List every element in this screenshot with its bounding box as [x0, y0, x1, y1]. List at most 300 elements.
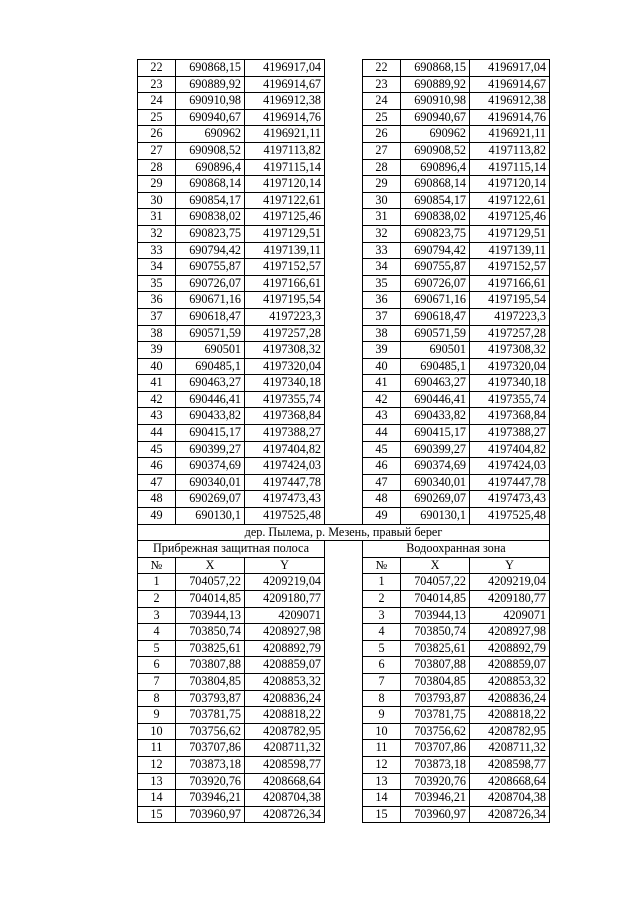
x-coordinate-left: 690463,27: [176, 375, 245, 392]
column-gap: [325, 109, 363, 126]
table-row: [138, 806, 550, 823]
table-row: [138, 142, 550, 159]
point-number-right: 35: [363, 275, 401, 292]
table-body-middle: [138, 524, 550, 574]
y-coordinate-right: 4209180,77: [470, 591, 550, 608]
x-coordinate-left: 703707,86: [176, 740, 245, 757]
y-coordinate-left: 4208711,32: [245, 740, 325, 757]
x-coordinate-right: 690399,27: [401, 441, 470, 458]
table-row: [138, 773, 550, 790]
y-coordinate-left: 4197257,28: [245, 325, 325, 342]
column-gap: [325, 607, 363, 624]
y-coordinate-left: 4197340,18: [245, 375, 325, 392]
right-section-title: Водоохранная зона: [363, 541, 550, 558]
point-number-right: 10: [363, 723, 401, 740]
table-row: [138, 60, 550, 77]
y-coordinate-right: 4197139,11: [470, 242, 550, 259]
point-number-right: 33: [363, 242, 401, 259]
column-gap: [325, 142, 363, 159]
y-coordinate-left: 4197120,14: [245, 176, 325, 193]
point-number-left: 31: [138, 209, 176, 226]
column-gap: [325, 275, 363, 292]
point-number-left: 12: [138, 756, 176, 773]
y-coordinate-right: 4208782,95: [470, 723, 550, 740]
point-number-left: 28: [138, 159, 176, 176]
point-number-right: 8: [363, 690, 401, 707]
point-number-left: 2: [138, 591, 176, 608]
y-coordinate-left: 4208704,38: [245, 790, 325, 807]
y-coordinate-right: 4197120,14: [470, 176, 550, 193]
header-num-right: №: [363, 557, 401, 574]
y-coordinate-right: 4197447,78: [470, 474, 550, 491]
y-coordinate-right: 4197125,46: [470, 209, 550, 226]
point-number-right: 44: [363, 425, 401, 442]
column-gap: [325, 292, 363, 309]
table-row: [138, 76, 550, 93]
x-coordinate-right: 703707,86: [401, 740, 470, 757]
point-number-left: 7: [138, 673, 176, 690]
x-coordinate-left: 703804,85: [176, 673, 245, 690]
table-row: [138, 176, 550, 193]
x-coordinate-left: 690571,59: [176, 325, 245, 342]
point-number-right: 5: [363, 640, 401, 657]
y-coordinate-right: 4208836,24: [470, 690, 550, 707]
x-coordinate-left: 690823,75: [176, 225, 245, 242]
point-number-left: 35: [138, 275, 176, 292]
point-number-left: 41: [138, 375, 176, 392]
table-row: [138, 723, 550, 740]
column-gap: [325, 756, 363, 773]
point-number-right: 46: [363, 458, 401, 475]
point-number-right: 1: [363, 574, 401, 591]
point-number-right: 27: [363, 142, 401, 159]
point-number-right: 37: [363, 308, 401, 325]
point-number-right: 13: [363, 773, 401, 790]
x-coordinate-right: 690501: [401, 342, 470, 359]
point-number-left: 32: [138, 225, 176, 242]
y-coordinate-right: 4197525,48: [470, 508, 550, 525]
y-coordinate-left: 4197125,46: [245, 209, 325, 226]
point-number-left: 25: [138, 109, 176, 126]
y-coordinate-right: 4196914,67: [470, 76, 550, 93]
point-number-right: 25: [363, 109, 401, 126]
table-row: [138, 640, 550, 657]
y-coordinate-left: 4197388,27: [245, 425, 325, 442]
x-coordinate-right: 690868,14: [401, 176, 470, 193]
column-header-row: [138, 557, 550, 574]
table-body-top: [138, 60, 550, 525]
x-coordinate-left: 690896,4: [176, 159, 245, 176]
point-number-right: 41: [363, 375, 401, 392]
point-number-left: 14: [138, 790, 176, 807]
column-gap: [325, 60, 363, 77]
table-row: [138, 109, 550, 126]
x-coordinate-left: 690340,01: [176, 474, 245, 491]
y-coordinate-left: 4197113,82: [245, 142, 325, 159]
point-number-right: 38: [363, 325, 401, 342]
table-row: [138, 790, 550, 807]
location-caption: дер. Пылема, р. Мезень, правый берег: [138, 524, 550, 541]
x-coordinate-right: 690823,75: [401, 225, 470, 242]
x-coordinate-right: 690854,17: [401, 192, 470, 209]
y-coordinate-right: 4208859,07: [470, 657, 550, 674]
column-gap: [325, 773, 363, 790]
header-y-right: Y: [470, 557, 550, 574]
point-number-right: 24: [363, 93, 401, 110]
column-gap: [325, 126, 363, 143]
x-coordinate-left: 690908,52: [176, 142, 245, 159]
x-coordinate-left: 690755,87: [176, 259, 245, 276]
x-coordinate-left: 703946,21: [176, 790, 245, 807]
x-coordinate-left: 690374,69: [176, 458, 245, 475]
x-coordinate-left: 690269,07: [176, 491, 245, 508]
y-coordinate-right: 4197368,84: [470, 408, 550, 425]
table-row: [138, 740, 550, 757]
y-coordinate-left: 4209180,77: [245, 591, 325, 608]
point-number-left: 38: [138, 325, 176, 342]
table-row: [138, 673, 550, 690]
y-coordinate-left: 4196921,11: [245, 126, 325, 143]
table-row: [138, 325, 550, 342]
header-x-right: X: [401, 557, 470, 574]
point-number-left: 1: [138, 574, 176, 591]
point-number-left: 15: [138, 806, 176, 823]
column-gap: [325, 690, 363, 707]
y-coordinate-left: 4196912,38: [245, 93, 325, 110]
y-coordinate-left: 4208782,95: [245, 723, 325, 740]
header-x-left: X: [176, 557, 245, 574]
location-caption-row: [138, 524, 550, 541]
x-coordinate-left: 690868,15: [176, 60, 245, 77]
point-number-right: 47: [363, 474, 401, 491]
y-coordinate-right: 4208668,64: [470, 773, 550, 790]
point-number-left: 13: [138, 773, 176, 790]
point-number-right: 34: [363, 259, 401, 276]
point-number-right: 45: [363, 441, 401, 458]
y-coordinate-right: 4197166,61: [470, 275, 550, 292]
point-number-left: 39: [138, 342, 176, 359]
point-number-right: 36: [363, 292, 401, 309]
y-coordinate-right: 4196921,11: [470, 126, 550, 143]
y-coordinate-left: 4208726,34: [245, 806, 325, 823]
y-coordinate-right: 4197115,14: [470, 159, 550, 176]
point-number-right: 39: [363, 342, 401, 359]
point-number-left: 33: [138, 242, 176, 259]
y-coordinate-right: 4208598,77: [470, 756, 550, 773]
x-coordinate-right: 690726,07: [401, 275, 470, 292]
point-number-right: 48: [363, 491, 401, 508]
column-gap: [325, 707, 363, 724]
x-coordinate-right: 690340,01: [401, 474, 470, 491]
point-number-right: 7: [363, 673, 401, 690]
table-row: [138, 508, 550, 525]
y-coordinate-right: 4197129,51: [470, 225, 550, 242]
x-coordinate-right: 703960,97: [401, 806, 470, 823]
table-row: [138, 441, 550, 458]
y-coordinate-left: 4208598,77: [245, 756, 325, 773]
point-number-right: 9: [363, 707, 401, 724]
x-coordinate-left: 704057,22: [176, 574, 245, 591]
y-coordinate-left: 4197525,48: [245, 508, 325, 525]
y-coordinate-right: 4197257,28: [470, 325, 550, 342]
y-coordinate-left: 4197320,04: [245, 358, 325, 375]
y-coordinate-left: 4197368,84: [245, 408, 325, 425]
point-number-right: 29: [363, 176, 401, 193]
column-gap: [325, 325, 363, 342]
point-number-right: 49: [363, 508, 401, 525]
column-gap: [325, 308, 363, 325]
table-row: [138, 242, 550, 259]
coordinates-table: [137, 59, 550, 823]
point-number-left: 40: [138, 358, 176, 375]
column-gap: [325, 425, 363, 442]
x-coordinate-right: 690571,59: [401, 325, 470, 342]
y-coordinate-left: 4197195,54: [245, 292, 325, 309]
point-number-left: 46: [138, 458, 176, 475]
x-coordinate-right: 703920,76: [401, 773, 470, 790]
point-number-left: 23: [138, 76, 176, 93]
x-coordinate-right: 690940,67: [401, 109, 470, 126]
column-gap: [325, 176, 363, 193]
table-row: [138, 192, 550, 209]
y-coordinate-right: 4197122,61: [470, 192, 550, 209]
point-number-left: 48: [138, 491, 176, 508]
table-row: [138, 408, 550, 425]
table-row: [138, 624, 550, 641]
table-row: [138, 209, 550, 226]
column-gap: [325, 740, 363, 757]
x-coordinate-right: 703873,18: [401, 756, 470, 773]
y-coordinate-right: 4208853,32: [470, 673, 550, 690]
x-coordinate-left: 690726,07: [176, 275, 245, 292]
point-number-right: 11: [363, 740, 401, 757]
y-coordinate-left: 4208836,24: [245, 690, 325, 707]
point-number-left: 36: [138, 292, 176, 309]
x-coordinate-right: 703756,62: [401, 723, 470, 740]
point-number-right: 12: [363, 756, 401, 773]
x-coordinate-right: 703850,74: [401, 624, 470, 641]
column-gap: [325, 391, 363, 408]
point-number-right: 26: [363, 126, 401, 143]
y-coordinate-right: 4197195,54: [470, 292, 550, 309]
point-number-left: 43: [138, 408, 176, 425]
point-number-left: 37: [138, 308, 176, 325]
column-gap: [325, 93, 363, 110]
x-coordinate-left: 703944,13: [176, 607, 245, 624]
table-row: [138, 275, 550, 292]
x-coordinate-right: 690463,27: [401, 375, 470, 392]
point-number-right: 22: [363, 60, 401, 77]
y-coordinate-left: 4209219,04: [245, 574, 325, 591]
column-gap: [325, 491, 363, 508]
table-row: [138, 756, 550, 773]
y-coordinate-right: 4208927,98: [470, 624, 550, 641]
table-row: [138, 391, 550, 408]
point-number-left: 44: [138, 425, 176, 442]
table-row: [138, 425, 550, 442]
table-row: [138, 93, 550, 110]
table-row: [138, 375, 550, 392]
point-number-left: 45: [138, 441, 176, 458]
point-number-left: 11: [138, 740, 176, 757]
column-gap: [325, 591, 363, 608]
column-gap: [325, 806, 363, 823]
column-gap: [325, 209, 363, 226]
y-coordinate-right: 4197424,03: [470, 458, 550, 475]
column-gap: [325, 441, 363, 458]
y-coordinate-right: 4209071: [470, 607, 550, 624]
point-number-right: 43: [363, 408, 401, 425]
y-coordinate-left: 4208668,64: [245, 773, 325, 790]
y-coordinate-right: 4196912,38: [470, 93, 550, 110]
table-row: [138, 707, 550, 724]
x-coordinate-right: 690485,1: [401, 358, 470, 375]
table-row: [138, 159, 550, 176]
x-coordinate-right: 690794,42: [401, 242, 470, 259]
x-coordinate-left: 703781,75: [176, 707, 245, 724]
column-gap: [325, 375, 363, 392]
x-coordinate-right: 690910,98: [401, 93, 470, 110]
left-section-title: Прибрежная защитная полоса: [138, 541, 325, 558]
table-row: [138, 225, 550, 242]
x-coordinate-right: 690889,92: [401, 76, 470, 93]
column-gap: [325, 358, 363, 375]
x-coordinate-right: 690433,82: [401, 408, 470, 425]
x-coordinate-right: 690415,17: [401, 425, 470, 442]
column-gap: [325, 640, 363, 657]
point-number-right: 3: [363, 607, 401, 624]
y-coordinate-left: 4197424,03: [245, 458, 325, 475]
table-row: [138, 259, 550, 276]
y-coordinate-left: 4197122,61: [245, 192, 325, 209]
table-row: [138, 358, 550, 375]
table-row: [138, 607, 550, 624]
table-row: [138, 126, 550, 143]
column-gap: [325, 242, 363, 259]
y-coordinate-right: 4197320,04: [470, 358, 550, 375]
table-row: [138, 458, 550, 475]
x-coordinate-right: 690269,07: [401, 491, 470, 508]
x-coordinate-right: 703946,21: [401, 790, 470, 807]
y-coordinate-right: 4196914,76: [470, 109, 550, 126]
x-coordinate-right: 690374,69: [401, 458, 470, 475]
y-coordinate-right: 4197404,82: [470, 441, 550, 458]
section-title-row: [138, 541, 550, 558]
column-gap: [325, 557, 363, 574]
point-number-right: 6: [363, 657, 401, 674]
y-coordinate-right: 4208892,79: [470, 640, 550, 657]
y-coordinate-right: 4197388,27: [470, 425, 550, 442]
y-coordinate-left: 4208853,32: [245, 673, 325, 690]
x-coordinate-left: 690940,67: [176, 109, 245, 126]
point-number-left: 8: [138, 690, 176, 707]
table-row: [138, 657, 550, 674]
table-row: [138, 690, 550, 707]
point-number-left: 22: [138, 60, 176, 77]
point-number-right: 23: [363, 76, 401, 93]
y-coordinate-left: 4209071: [245, 607, 325, 624]
column-gap: [325, 342, 363, 359]
column-gap: [325, 458, 363, 475]
y-coordinate-right: 4197223,3: [470, 308, 550, 325]
y-coordinate-left: 4197223,3: [245, 308, 325, 325]
header-y-left: Y: [245, 557, 325, 574]
y-coordinate-right: 4208711,32: [470, 740, 550, 757]
x-coordinate-right: 690896,4: [401, 159, 470, 176]
column-gap: [325, 657, 363, 674]
y-coordinate-left: 4208892,79: [245, 640, 325, 657]
column-gap: [325, 225, 363, 242]
point-number-right: 15: [363, 806, 401, 823]
column-gap: [325, 508, 363, 525]
table-row: [138, 574, 550, 591]
point-number-right: 31: [363, 209, 401, 226]
x-coordinate-right: 690130,1: [401, 508, 470, 525]
point-number-left: 4: [138, 624, 176, 641]
x-coordinate-right: 690618,47: [401, 308, 470, 325]
y-coordinate-left: 4197152,57: [245, 259, 325, 276]
point-number-left: 47: [138, 474, 176, 491]
point-number-left: 24: [138, 93, 176, 110]
table-row: [138, 308, 550, 325]
y-coordinate-left: 4208859,07: [245, 657, 325, 674]
x-coordinate-left: 690501: [176, 342, 245, 359]
y-coordinate-left: 4197129,51: [245, 225, 325, 242]
y-coordinate-right: 4209219,04: [470, 574, 550, 591]
point-number-left: 10: [138, 723, 176, 740]
column-gap: [325, 541, 363, 558]
x-coordinate-right: 703825,61: [401, 640, 470, 657]
x-coordinate-left: 703850,74: [176, 624, 245, 641]
x-coordinate-left: 690485,1: [176, 358, 245, 375]
y-coordinate-left: 4197473,43: [245, 491, 325, 508]
column-gap: [325, 790, 363, 807]
x-coordinate-left: 703960,97: [176, 806, 245, 823]
x-coordinate-left: 703873,18: [176, 756, 245, 773]
x-coordinate-left: 690910,98: [176, 93, 245, 110]
y-coordinate-right: 4197340,18: [470, 375, 550, 392]
y-coordinate-left: 4197308,32: [245, 342, 325, 359]
table-row: [138, 491, 550, 508]
point-number-right: 32: [363, 225, 401, 242]
x-coordinate-left: 690868,14: [176, 176, 245, 193]
x-coordinate-left: 690889,92: [176, 76, 245, 93]
y-coordinate-left: 4197404,82: [245, 441, 325, 458]
x-coordinate-right: 690755,87: [401, 259, 470, 276]
point-number-right: 42: [363, 391, 401, 408]
table-row: [138, 591, 550, 608]
x-coordinate-right: 690962: [401, 126, 470, 143]
column-gap: [325, 159, 363, 176]
column-gap: [325, 673, 363, 690]
x-coordinate-right: 690868,15: [401, 60, 470, 77]
x-coordinate-right: 690838,02: [401, 209, 470, 226]
point-number-left: 27: [138, 142, 176, 159]
y-coordinate-left: 4197139,11: [245, 242, 325, 259]
x-coordinate-left: 703825,61: [176, 640, 245, 657]
table-body-bottom: [138, 574, 550, 823]
y-coordinate-right: 4208704,38: [470, 790, 550, 807]
y-coordinate-left: 4197166,61: [245, 275, 325, 292]
y-coordinate-left: 4196917,04: [245, 60, 325, 77]
x-coordinate-right: 703804,85: [401, 673, 470, 690]
x-coordinate-left: 703756,62: [176, 723, 245, 740]
x-coordinate-left: 690794,42: [176, 242, 245, 259]
x-coordinate-right: 690671,16: [401, 292, 470, 309]
x-coordinate-left: 690854,17: [176, 192, 245, 209]
point-number-left: 9: [138, 707, 176, 724]
header-num-left: №: [138, 557, 176, 574]
